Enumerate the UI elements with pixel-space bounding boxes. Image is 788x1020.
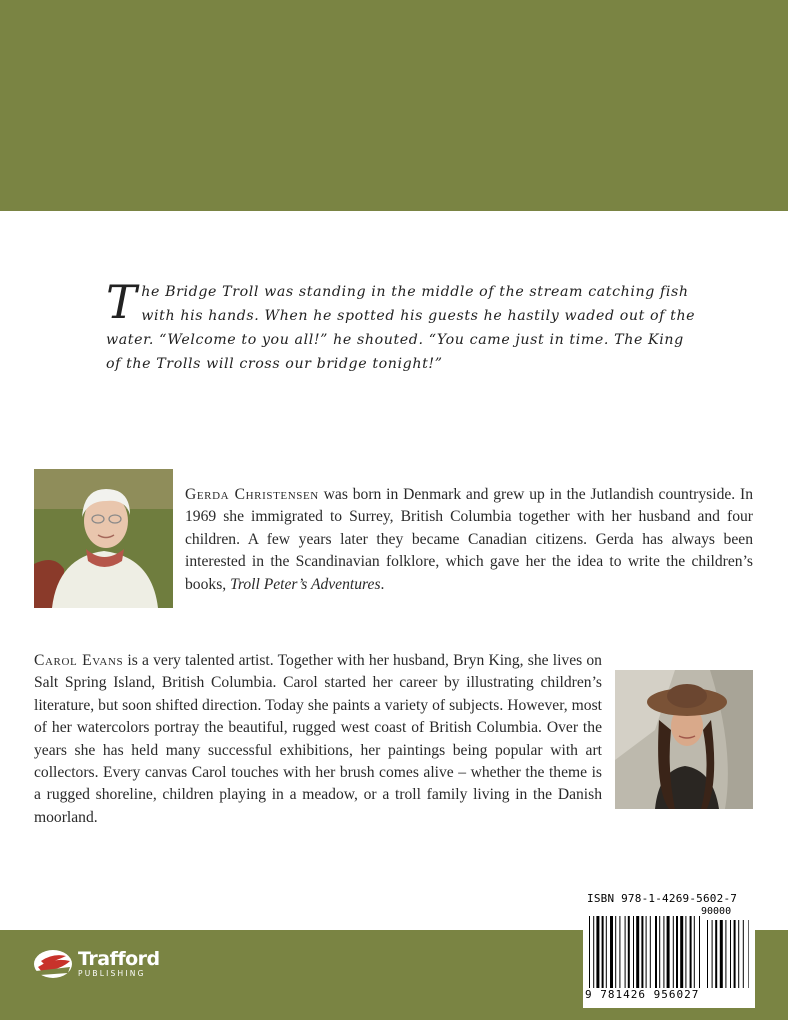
artist-portrait-illustration <box>615 670 753 809</box>
book-title: Troll Peter’s Adventures <box>230 575 381 593</box>
barcode-bars <box>589 916 749 988</box>
author-name: Gerda Christensen <box>185 486 319 503</box>
top-color-band <box>0 0 788 211</box>
publisher-subtitle: PUBLISHING <box>78 969 146 978</box>
artist-photo <box>615 670 753 809</box>
blurb-text: he Bridge Troll was standing in the middle of the stream catching fish with his hands. When he spotted his guests he hastily waded out of the water. “Welcome to you all!” he shouted. “You came just in time. The King of the Trolls will cross our bridge tonight!” <box>106 284 696 372</box>
barcode-digits: 9 781426 956027 <box>585 988 700 1001</box>
author-bio-end: . <box>380 575 385 593</box>
back-cover-blurb <box>106 275 696 376</box>
artist-bio-text: is a very talented artist. Together with her husband, Bryn King, she lives on Salt Spring Island, British Columbia. Carol started her career by illustrating children’s literature, but soon shifted direction. Today she paints a variety of subjects. However, most of her watercolors portray the beautiful, rugged west coast of British Columbia. Over the years she has held many successful exhibitions, her paintings being popular with art collectors. Every canvas Carol touches with her brush comes alive – whether the theme is a rugged shoreline, children playing in a meadow, or a troll family living in the Danish moorland. <box>34 652 602 826</box>
artist-bio <box>34 650 602 829</box>
barcode-addon: 90000 <box>701 906 732 917</box>
author-portrait-illustration <box>34 469 173 608</box>
publisher-logo <box>32 946 160 982</box>
author-bio-text: was born in Denmark and grew up in the Jutlandish countryside. In 1969 she immigrated to Surrey, British Columbia together with her husband and four children. A few years later they became Canadian citizens. Gerda has always been interested in the Scandinavian folklore, which gave her the idea to write the children’s books, <box>185 486 753 593</box>
isbn-number: ISBN 978-1-4269-5602-7 <box>587 892 738 905</box>
trafford-ship-icon <box>32 947 74 981</box>
author-photo <box>34 469 173 608</box>
author-bio <box>185 484 753 596</box>
publisher-name: Trafford <box>78 948 160 970</box>
isbn-barcode <box>583 888 755 1008</box>
artist-name: Carol Evans <box>34 652 124 669</box>
drop-cap: T <box>106 275 138 329</box>
